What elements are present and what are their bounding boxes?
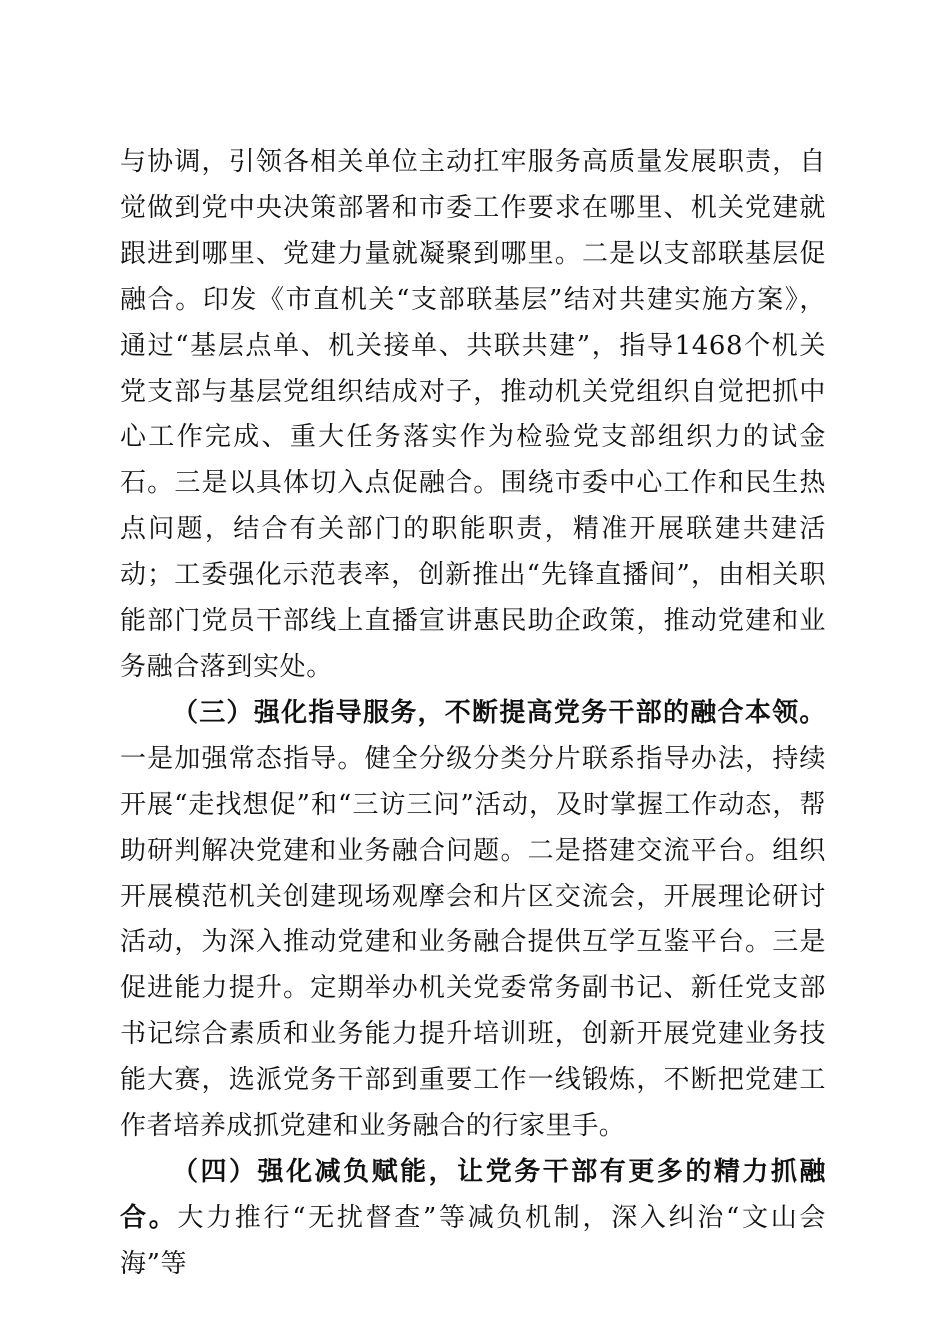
paragraph-section-3 bbox=[120, 691, 826, 1150]
paragraph-section-4 bbox=[120, 1150, 826, 1288]
document-body bbox=[120, 140, 826, 1288]
paragraph-text: 与协调，引领各相关单位主动扛牢服务高质量发展职责，自觉做到党中央决策部署和市委工作要求在哪里、机关党建就跟进到哪里、党建力量就凝聚到哪里。二是以支部联基层促融合。印发《市直机关“支部联基层”结对共建实施方案》，通过“基层点单、机关接单、共联共建”，指导1468个机关党支部与基层党组织结成对子，推动机关党组织自觉把抓中心工作完成、重大任务落实作为检验党支部组织力的试金石。三是以具体切入点促融合。围绕市委中心工作和民生热点问题，结合有关部门的职能职责，精准开展联建共建活动；工委强化示范表率，创新推出“先锋直播间”，由相关职能部门党员干部线上直播宣讲惠民助企政策，推动党建和业务融合落到实处。 bbox=[120, 147, 826, 682]
section-heading-4: （四）强化减负赋能，让党务干部有更多的精力抓融合。 bbox=[120, 1156, 826, 1233]
paragraph-text: 大力推行“无扰督查”等减负机制，深入纠治“文山会海”等 bbox=[120, 1202, 826, 1279]
section-heading-3: （三）强化指导服务，不断提高党务干部的融合本领。 bbox=[172, 697, 826, 728]
paragraph-continuation bbox=[120, 140, 826, 691]
paragraph-text: 一是加强常态指导。健全分级分类分片联系指导办法，持续开展“走找想促”和“三访三问”活动，及时掌握工作动态，帮助研判解决党建和业务融合问题。二是搭建交流平台。组织开展模范机关创建现场观摩会和片区交流会，开展理论研讨活动，为深入推动党建和业务融合提供互学互鉴平台。三是促进能力提升。定期举办机关党委常务副书记、新任党支部书记综合素质和业务能力提升培训班，创新开展党建业务技能大赛，选派党务干部到重要工作一线锻炼，不断把党建工作者培养成抓党建和业务融合的行家里手。 bbox=[120, 743, 826, 1142]
